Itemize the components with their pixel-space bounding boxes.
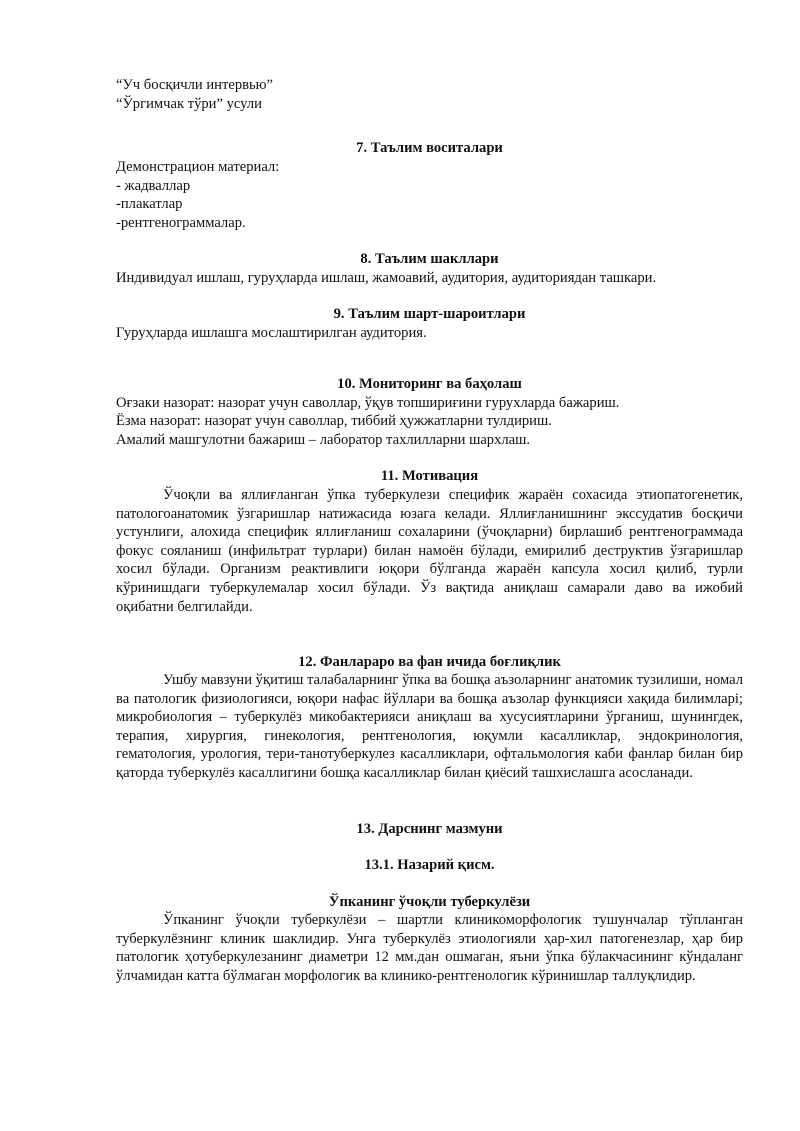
section-7-heading: 7. Таълим воситалари — [356, 140, 503, 156]
topic-title: Ўпканинг ўчоқли туберкулёзи — [328, 894, 531, 910]
method-line-2: “Ўргимчак тўри” усули — [116, 96, 262, 112]
s7-line: Демонстрацион материал: — [116, 159, 280, 175]
method-line-1: “Уч босқичли интервью” — [116, 77, 274, 93]
s8-text: Индивидуал ишлаш, гуруҳларда ишлаш, жамоавий, аудитория, аудиториядан ташкари. — [116, 270, 657, 286]
section-8-heading: 8. Таълим шакллари — [360, 251, 499, 267]
s7-line: -рентгенограммалар. — [116, 215, 246, 231]
s11-paragraph: Ўчоқли ва яллиғланган ўпка туберкулези специфик жараён сохасида этиопатогенетик, патологоанатомик ўзгаришлар натижасида юзага келади. Яллиғланишнинг экссудатив босқичи устунлиги, алохида специфик яллиғланиш сохаларини (ўчоқларни) бирлашиб рентгенограммада фокус сояланиш (инфильтрат турлари) билан намоён бўлади, емирилиб деструктив ўзгаришлар хосил бўлади. Организм реактивлиги юқори бўлганда жараён капсула хосил қилиб, турли кўринишдаги туберкулемалар хосил бўлади. Ўз вақтида аниқлаш самарали даво ва ижобий оқибатни белгилайди. — [116, 487, 743, 615]
section-12-heading: 12. Фанлараро ва фан ичида боғлиқлик — [298, 654, 561, 670]
s9-text: Гуруҳларда ишлашга мослаштирилган аудитория. — [116, 325, 427, 341]
section-13-1-heading: 13.1. Назарий қисм. — [364, 857, 495, 873]
s12-paragraph: Ушбу мавзуни ўқитиш талабаларнинг ўпка ва бошқа аъзоларнинг анатомик тузилиши, номал ва патологик физиологияси, юқори нафас йўллари ва бошқа аъзолар функцияси хақида билимларi; микробиология – туберкулёз микобактерияси аниқлаш ва хусусиятларини ўрганиш, шунингдек, терапия, хирургия, гинекология, рентгенология, юқумли касалликлар, эндокринология, гематология, урология, тери-танотуберкулез касалликлари, офтальмология каби фанлар билан бир қаторда туберкулёз касаллигини бошқа касалликлар билан қиёсий ташхислашга асосланади. — [116, 672, 743, 781]
section-13-heading: 13. Дарснинг мазмуни — [356, 821, 503, 837]
s10-line: Ёзма назорат: назорат учун саволлар, тиббий ҳужжатларни тулдириш. — [116, 413, 552, 429]
section-9-heading: 9. Таълим шарт-шароитлари — [333, 306, 526, 322]
s10-line: Амалий машгулотни бажариш – лаборатор тахлилларни шархлаш. — [116, 432, 531, 448]
section-10-heading: 10. Мониторинг ва баҳолаш — [337, 376, 522, 392]
s7-line: -плакатлар — [116, 196, 183, 212]
section-11-heading: 11. Мотивация — [380, 468, 479, 484]
s13-paragraph: Ўпканинг ўчоқли туберкулёзи – шартли клиникоморфологик тушунчалар тўпланган туберкулёзнинг клиник шаклидир. Унга туберкулёз этиологияли ҳар-хил патогенезлар, ҳар бир патологик ҳотуберкулезанинг диаметри 12 мм.дан ошмаган, яъни ўпка бўлакчасининг кўндаланг ўлчамидан катта бўлмаган морфологик ва клинико-рентгенологик кўринишлар таллуқлидир. — [116, 912, 743, 984]
s7-line: - жадваллар — [116, 178, 191, 194]
s10-line: Оғзаки назорат: назорат учун саволлар, ўқув топшириғини гурухларда бажариш. — [116, 395, 620, 411]
